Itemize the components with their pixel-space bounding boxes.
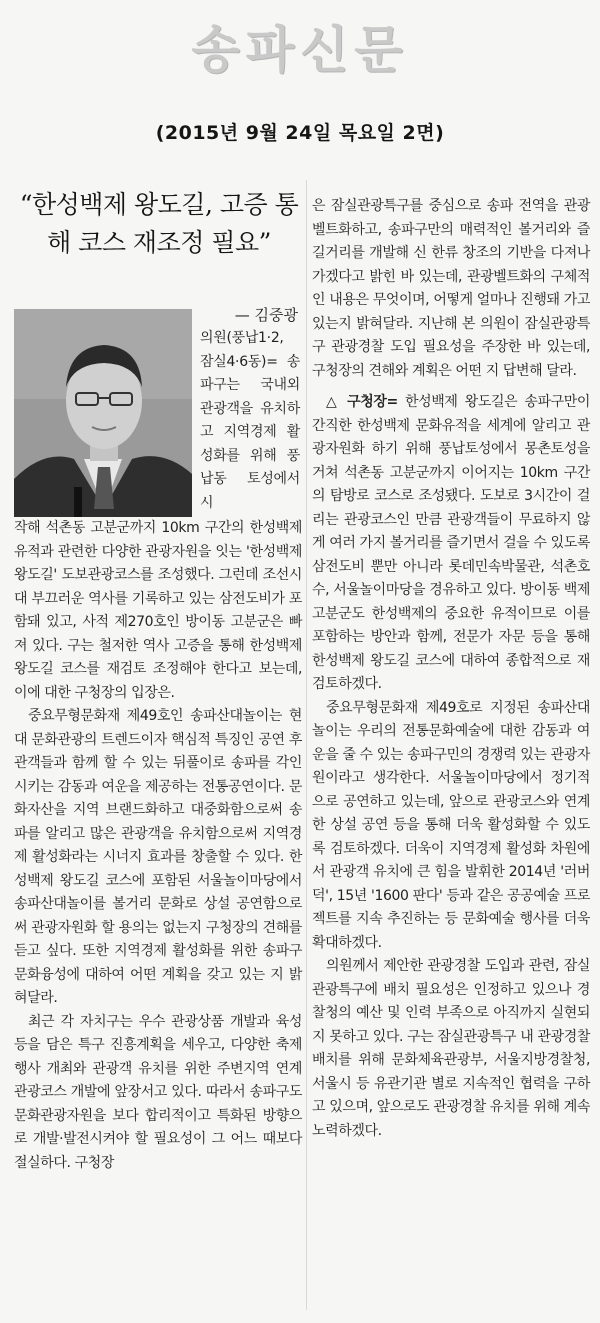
article-byline: — 김중광 xyxy=(234,306,298,324)
answer-paragraph-1 xyxy=(312,391,590,697)
answer-paragraph-2: 중요무형문화재 제49호로 지정된 송파산대놀이는 우리의 전통문화예술에 대한 감동과 여운을 줄 수 있는 송파구민의 경쟁력 있는 관광자원이라고 생각한다. 서울놀이마당에서 정기적으로 공연하고 있는데, 앞으로 관광코스와 연계한 상설 공연 등을 통해 더욱 활성화할 수 있도록 검토하겠다. 더욱이 지역경제 활성화 차원에서 관광객 유치에 큰 힘을 발휘한 2014년 '러버덕', 15년 '1600 판다' 등과 같은 공공예술 프로젝트를 지속 추진하는 등 문화예술 행사를 더욱 확대하겠다. xyxy=(312,699,590,951)
question-paragraph-2: 중요무형문화재 제49호인 송파산대놀이는 현대 문화관광의 트렌드이자 핵심적 특징인 공연 후 관객들과 함께 할 수 있는 뒤풀이로 송파를 각인시키는 감동과 여운을 제공하는 전통공연이다. 문화자산을 지역 브랜드화하고 대중화함으로써 송파를 알리고 많은 관광객을 유치함으로써 지역경제 활성화라는 시너지 효과를 창출할 수 있다. 한성백제 왕도길 코스에 포함된 서울놀이마당에서 송파산대놀이를 볼거리 문화로 상설 공연함으로써 관광자원화 할 용의는 없는지 구청장의 견해를 듣고 싶다. 또한 지역경제 활성화를 위한 송파구 문화융성에 대하여 어떤 계획을 갖고 있는 지 밝혀달라. xyxy=(14,708,302,1006)
answer-paragraph-3: 의원께서 제안한 관광경찰 도입과 관련, 잠실관광특구에 배치 필요성은 인정하고 있으나 경찰청의 예산 및 인력 부족으로 아직까지 실현되지 못하고 있다. 구는 잠실관광특구 내 관광경찰 배치를 위해 문화체육관광부, 서울지방경찰청, 서울시 등 유관기관 별로 지속적인 협력을 구하고 있으며, 앞으로도 관광경찰 유치를 위해 계속 노력하겠다. xyxy=(312,958,590,1139)
answer-speaker-label: △ 구청장= xyxy=(326,394,398,410)
question-paragraph-1: 작해 석촌동 고분군까지 10km 구간의 한성백제유적과 관련한 다양한 관광자원을 잇는 '한성백제 왕도길' 도보관광코스를 조성했다. 그런데 조선시대 부끄러운 역사를 기록하고 있는 삼전도비가 포함돼 있고, 사적 제270호인 방이동 고분군은 빠져 있다. 구는 철저한 역사 고증을 통해 한성백제 왕도길 코스를 재검토 조정해야 한다고 보는데, 이에 대한 구청장의 입장은. xyxy=(14,520,302,701)
wrapped-intro-text: 의원(풍납1·2, 잠실4·6동)= 송파구는 국내외 관광객을 유치하고 지역경제 활성화를 위해 풍납동 토성에서 시 xyxy=(200,330,300,511)
newspaper-masthead: 송파신문 xyxy=(191,21,409,79)
article-headline: “한성백제 왕도길, 고증 통해 코스 재조정 필요” xyxy=(19,190,299,257)
councillor-portrait-illustration xyxy=(14,309,192,517)
answer-paragraph-1-text: 한성백제 왕도길은 송파구만이 간직한 한성백제 문화유적을 세계에 알리고 관광자원화 하기 위해 풍납토성에서 몽촌토성을 거쳐 석촌동 고분군까지 이어지는 10km 구간의 탐방로 코스로 조성됐다. 도보로 3시간이 걸리는 관광코스인 만큼 관광객들이 무료하지 않게 여러 가지 볼거리를 즐기면서 걸을 수 있도록 삼전도비 뿐만 아니라 롯데민속박물관, 석촌호수, 서울놀이마당을 경유하고 있다. 방이동 백제고분군도 한성백제의 중요한 유적이므로 이를 포함하는 방안과 함께, 전문가 자문 등을 통해 한성백제 왕도길 코스에 대하여 종합적으로 재검토하겠다. xyxy=(312,394,591,692)
question-continuation: 은 잠실관광특구를 중심으로 송파 전역을 관광벨트화하고, 송파구만의 매력적인 볼거리와 즐길거리를 개발해 신 한류 창조의 기반을 다져나가겠다고 밝힌 바 있는데, 관광벨트화의 구체적인 내용은 무엇이며, 어떻게 얼마나 진행돼 가고 있는지 밝혀달라. 지난해 본 의원이 잠실관광특구 관광경찰 도입 필요성을 주장한 바 있는데, 구청장의 견해와 계획은 어떤 지 답변해 달라. xyxy=(312,198,590,379)
left-article-column xyxy=(14,517,302,1175)
question-paragraph-3: 최근 각 자치구는 우수 관광상품 개발과 육성 등을 담은 특구 진흥계획을 세우고, 다양한 축제행사 개최와 관광객 유치를 위한 주변지역 연계 관광코스 개발에 앞장서고 있다. 따라서 송파구도 문화관광자원을 보다 합리적이고 특화된 방향으로 개발·발전시켜야 할 필요성이 그 어느 때보다 절실하다. 구청장 xyxy=(14,1013,302,1171)
councillor-photo xyxy=(14,309,192,517)
publication-dateline: (2015년 9월 24일 목요일 2면) xyxy=(155,122,445,144)
right-article-column xyxy=(312,195,590,1143)
column-divider xyxy=(306,180,307,1310)
